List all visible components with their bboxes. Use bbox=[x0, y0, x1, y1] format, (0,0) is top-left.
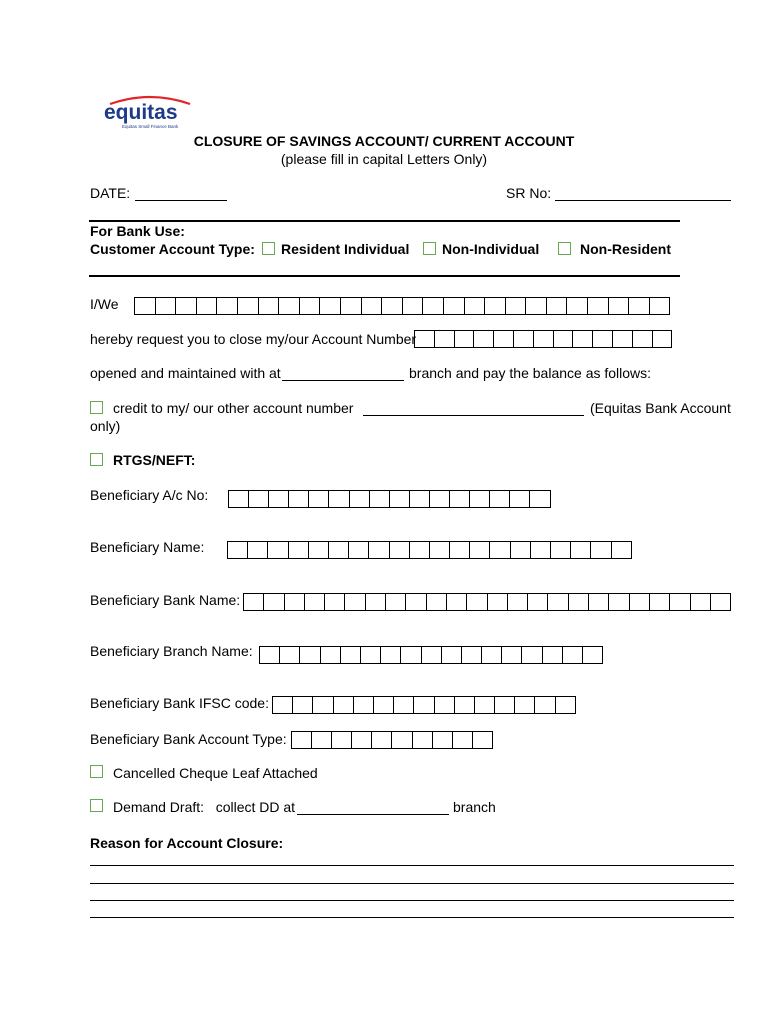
char-box[interactable] bbox=[285, 593, 305, 611]
char-box[interactable] bbox=[249, 490, 269, 508]
credit-suffix-2: only) bbox=[90, 418, 121, 434]
char-box[interactable] bbox=[135, 297, 156, 315]
char-box[interactable] bbox=[372, 731, 392, 749]
char-box[interactable] bbox=[494, 330, 514, 348]
char-box[interactable] bbox=[591, 541, 611, 559]
char-box[interactable] bbox=[495, 696, 515, 714]
resident-individual-label: Resident Individual bbox=[281, 241, 410, 257]
opened-suffix: branch and pay the balance as follows: bbox=[409, 365, 652, 381]
char-box[interactable] bbox=[354, 696, 374, 714]
char-box[interactable] bbox=[609, 297, 630, 315]
char-box[interactable] bbox=[300, 297, 321, 315]
ben-branch-label: Beneficiary Branch Name: bbox=[90, 643, 253, 659]
char-box[interactable] bbox=[361, 646, 381, 664]
cheque-checkbox[interactable] bbox=[90, 765, 103, 778]
non-resident-checkbox[interactable] bbox=[558, 242, 571, 255]
dd-label: Demand Draft: collect DD at bbox=[113, 799, 296, 815]
char-box[interactable] bbox=[593, 330, 613, 348]
char-box[interactable] bbox=[341, 646, 361, 664]
char-box[interactable] bbox=[176, 297, 197, 315]
char-box[interactable] bbox=[467, 593, 487, 611]
resident-individual-checkbox[interactable] bbox=[262, 242, 275, 255]
char-box[interactable] bbox=[502, 646, 522, 664]
char-box[interactable] bbox=[530, 490, 550, 508]
ben-bank-label: Beneficiary Bank Name: bbox=[90, 592, 241, 608]
char-box[interactable] bbox=[563, 646, 583, 664]
char-box[interactable] bbox=[522, 646, 542, 664]
char-box[interactable] bbox=[350, 490, 370, 508]
char-box[interactable] bbox=[670, 593, 690, 611]
char-box[interactable] bbox=[573, 330, 593, 348]
opened-branch-field[interactable] bbox=[282, 380, 404, 381]
char-box[interactable] bbox=[156, 297, 177, 315]
ben-name-label: Beneficiary Name: bbox=[90, 539, 205, 555]
char-box[interactable] bbox=[410, 490, 430, 508]
char-box[interactable] bbox=[465, 297, 486, 315]
char-box[interactable] bbox=[289, 490, 309, 508]
date-label: DATE: bbox=[90, 185, 131, 201]
form-subtitle: (please fill in capital Letters Only) bbox=[280, 151, 488, 167]
char-box[interactable] bbox=[305, 593, 325, 611]
iwe-label: I/We bbox=[90, 296, 119, 312]
ben-ifsc-label: Beneficiary Bank IFSC code: bbox=[90, 695, 269, 711]
char-box[interactable] bbox=[382, 297, 403, 315]
ben-branch-boxes[interactable] bbox=[259, 646, 603, 664]
char-box[interactable] bbox=[352, 731, 372, 749]
char-box[interactable] bbox=[312, 731, 332, 749]
char-box[interactable] bbox=[548, 593, 568, 611]
equitas-logo bbox=[104, 94, 196, 130]
char-box[interactable] bbox=[470, 541, 490, 559]
char-box[interactable] bbox=[197, 297, 218, 315]
dd-suffix: branch bbox=[453, 799, 496, 815]
char-box[interactable] bbox=[490, 490, 510, 508]
reason-line-4[interactable] bbox=[90, 917, 734, 918]
char-box[interactable] bbox=[394, 696, 414, 714]
char-box[interactable] bbox=[442, 646, 462, 664]
demand-draft-checkbox[interactable] bbox=[90, 799, 103, 812]
char-box[interactable] bbox=[415, 330, 435, 348]
credit-label: credit to my/ our other account number bbox=[113, 400, 354, 416]
char-box[interactable] bbox=[329, 541, 349, 559]
char-box[interactable] bbox=[217, 297, 238, 315]
char-box[interactable] bbox=[433, 731, 453, 749]
char-box[interactable] bbox=[474, 330, 494, 348]
char-box[interactable] bbox=[612, 541, 632, 559]
char-box[interactable] bbox=[414, 696, 434, 714]
char-box[interactable] bbox=[413, 731, 433, 749]
account-type-boxes[interactable] bbox=[291, 731, 493, 749]
dd-branch-field[interactable] bbox=[297, 814, 449, 815]
char-box[interactable] bbox=[325, 593, 345, 611]
char-box[interactable] bbox=[406, 593, 426, 611]
account-type-label: Customer Account Type: bbox=[90, 241, 255, 257]
char-box[interactable] bbox=[629, 297, 650, 315]
char-box[interactable] bbox=[556, 696, 576, 714]
char-box[interactable] bbox=[711, 593, 731, 611]
char-box[interactable] bbox=[554, 330, 574, 348]
char-box[interactable] bbox=[455, 330, 475, 348]
credit-checkbox[interactable] bbox=[90, 401, 103, 414]
char-box[interactable] bbox=[392, 731, 412, 749]
char-box[interactable] bbox=[423, 297, 444, 315]
logo-tagline: Equitas Small Finance Bank bbox=[122, 124, 179, 129]
char-box[interactable] bbox=[650, 297, 671, 315]
char-box[interactable] bbox=[309, 490, 329, 508]
char-box[interactable] bbox=[511, 541, 531, 559]
char-box[interactable] bbox=[534, 330, 554, 348]
logo-word: equitas bbox=[104, 101, 178, 124]
char-box[interactable] bbox=[473, 731, 493, 749]
char-box[interactable] bbox=[329, 490, 349, 508]
char-box[interactable] bbox=[450, 490, 470, 508]
rtgs-checkbox[interactable] bbox=[90, 453, 103, 466]
char-box[interactable] bbox=[273, 696, 293, 714]
reason-line-1[interactable] bbox=[90, 865, 734, 866]
char-box[interactable] bbox=[490, 541, 510, 559]
ben-ac-boxes[interactable] bbox=[228, 490, 551, 508]
char-box[interactable] bbox=[508, 593, 528, 611]
char-box[interactable] bbox=[280, 646, 300, 664]
ben-type-label: Beneficiary Bank Account Type: bbox=[90, 731, 287, 747]
char-box[interactable] bbox=[453, 731, 473, 749]
char-box[interactable] bbox=[571, 541, 591, 559]
char-box[interactable] bbox=[482, 646, 502, 664]
non-resident-label: Non-Resident bbox=[580, 241, 671, 257]
char-box[interactable] bbox=[583, 646, 603, 664]
credit-account-field[interactable] bbox=[363, 415, 584, 416]
char-box[interactable] bbox=[334, 696, 354, 714]
char-box[interactable] bbox=[401, 646, 421, 664]
char-box[interactable] bbox=[427, 593, 447, 611]
char-box[interactable] bbox=[228, 541, 248, 559]
opened-prefix: opened and maintained with at bbox=[90, 365, 281, 381]
char-box[interactable] bbox=[300, 646, 320, 664]
char-box[interactable] bbox=[444, 297, 465, 315]
char-box[interactable] bbox=[475, 696, 495, 714]
ben-ac-label: Beneficiary A/c No: bbox=[90, 487, 209, 503]
char-box[interactable] bbox=[470, 490, 490, 508]
char-box[interactable] bbox=[543, 646, 563, 664]
divider-bottom bbox=[89, 275, 680, 277]
account-number-boxes[interactable] bbox=[414, 330, 672, 348]
char-box[interactable] bbox=[455, 696, 475, 714]
char-box[interactable] bbox=[515, 696, 535, 714]
char-box[interactable] bbox=[264, 593, 284, 611]
char-box[interactable] bbox=[435, 330, 455, 348]
char-box[interactable] bbox=[535, 696, 555, 714]
char-box[interactable] bbox=[691, 593, 711, 611]
ifsc-boxes[interactable] bbox=[272, 696, 576, 714]
divider-top bbox=[89, 220, 680, 222]
date-field[interactable] bbox=[135, 200, 227, 201]
char-box[interactable] bbox=[403, 297, 424, 315]
char-box[interactable] bbox=[633, 330, 653, 348]
bank-use-heading: For Bank Use: bbox=[90, 223, 185, 239]
char-box[interactable] bbox=[569, 593, 589, 611]
char-box[interactable] bbox=[238, 297, 259, 315]
char-box[interactable] bbox=[526, 297, 547, 315]
char-box[interactable] bbox=[293, 696, 313, 714]
char-box[interactable] bbox=[362, 297, 383, 315]
reason-line-3[interactable] bbox=[90, 900, 734, 901]
char-box[interactable] bbox=[269, 490, 289, 508]
char-box[interactable] bbox=[289, 541, 309, 559]
char-box[interactable] bbox=[422, 646, 442, 664]
char-box[interactable] bbox=[374, 696, 394, 714]
char-box[interactable] bbox=[369, 541, 389, 559]
sr-label: SR No: bbox=[506, 185, 552, 201]
char-box[interactable] bbox=[514, 330, 534, 348]
char-box[interactable] bbox=[259, 297, 280, 315]
char-box[interactable] bbox=[321, 646, 341, 664]
char-box[interactable] bbox=[430, 541, 450, 559]
char-box[interactable] bbox=[567, 297, 588, 315]
char-box[interactable] bbox=[588, 297, 609, 315]
char-box[interactable] bbox=[341, 297, 362, 315]
cheque-label: Cancelled Cheque Leaf Attached bbox=[113, 765, 318, 781]
char-box[interactable] bbox=[229, 490, 249, 508]
credit-suffix: (Equitas Bank Account bbox=[590, 400, 731, 416]
char-box[interactable] bbox=[589, 593, 609, 611]
char-box[interactable] bbox=[506, 297, 527, 315]
char-box[interactable] bbox=[435, 696, 455, 714]
char-box[interactable] bbox=[349, 541, 369, 559]
char-box[interactable] bbox=[370, 490, 390, 508]
ben-name-boxes[interactable] bbox=[227, 541, 632, 559]
char-box[interactable] bbox=[260, 646, 280, 664]
char-box[interactable] bbox=[462, 646, 482, 664]
char-box[interactable] bbox=[279, 297, 300, 315]
char-box[interactable] bbox=[447, 593, 467, 611]
char-box[interactable] bbox=[609, 593, 629, 611]
sr-field[interactable] bbox=[555, 200, 731, 201]
char-box[interactable] bbox=[366, 593, 386, 611]
form-title: CLOSURE OF SAVINGS ACCOUNT/ CURRENT ACCOUNT bbox=[193, 133, 575, 149]
char-box[interactable] bbox=[488, 593, 508, 611]
char-box[interactable] bbox=[531, 541, 551, 559]
reason-label: Reason for Account Closure: bbox=[90, 835, 284, 851]
char-box[interactable] bbox=[244, 593, 264, 611]
char-box[interactable] bbox=[320, 297, 341, 315]
non-individual-label: Non-Individual bbox=[442, 241, 540, 257]
ben-bank-boxes[interactable] bbox=[243, 593, 731, 611]
char-box[interactable] bbox=[410, 541, 430, 559]
char-box[interactable] bbox=[547, 297, 568, 315]
char-box[interactable] bbox=[345, 593, 365, 611]
char-box[interactable] bbox=[381, 646, 401, 664]
non-individual-checkbox[interactable] bbox=[423, 242, 436, 255]
char-box[interactable] bbox=[313, 696, 333, 714]
request-label: hereby request you to close my/our Account Number bbox=[90, 331, 417, 347]
char-box[interactable] bbox=[528, 593, 548, 611]
char-box[interactable] bbox=[613, 330, 633, 348]
char-box[interactable] bbox=[386, 593, 406, 611]
char-box[interactable] bbox=[309, 541, 329, 559]
char-box[interactable] bbox=[630, 593, 650, 611]
rtgs-label: RTGS/NEFT: bbox=[113, 452, 196, 468]
char-box[interactable] bbox=[430, 490, 450, 508]
char-box[interactable] bbox=[551, 541, 571, 559]
char-box[interactable] bbox=[292, 731, 312, 749]
char-box[interactable] bbox=[510, 490, 530, 508]
char-box[interactable] bbox=[650, 593, 670, 611]
char-box[interactable] bbox=[485, 297, 506, 315]
char-box[interactable] bbox=[390, 490, 410, 508]
char-box[interactable] bbox=[248, 541, 268, 559]
char-box[interactable] bbox=[653, 330, 673, 348]
name-char-boxes[interactable] bbox=[134, 297, 670, 315]
char-box[interactable] bbox=[390, 541, 410, 559]
reason-line-2[interactable] bbox=[90, 883, 734, 884]
char-box[interactable] bbox=[268, 541, 288, 559]
char-box[interactable] bbox=[450, 541, 470, 559]
char-box[interactable] bbox=[332, 731, 352, 749]
